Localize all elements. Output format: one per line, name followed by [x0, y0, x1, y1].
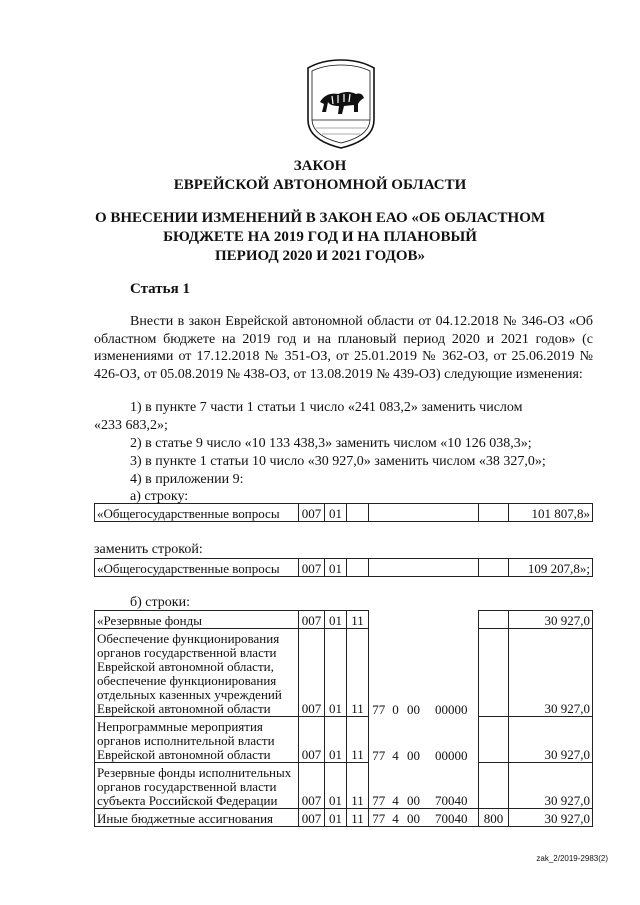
row-rz: 01	[325, 504, 347, 522]
row-gr: 007	[299, 629, 325, 717]
row-value: 30 927,0	[509, 629, 593, 717]
row-name: Обеспечение функционирования органов государственной власти Еврейской автономной области, обеспечение функционирования отдельных казенных учреждений Еврейской автономной области	[95, 629, 299, 717]
row-value: 101 807,8»	[509, 504, 593, 522]
row-cs-1: 77	[369, 763, 389, 809]
row-vr	[479, 504, 509, 522]
row-rz: 01	[325, 809, 347, 827]
row-name: Иные бюджетные ассигнования	[95, 809, 299, 827]
table-row-a-replacement	[94, 558, 593, 577]
row-rz: 01	[325, 611, 347, 629]
row-cs-3	[403, 611, 425, 629]
row-vr: 800	[479, 809, 509, 827]
row-name: Резервные фонды исполнительных органов государственной власти субъекта Российской Федерации	[95, 763, 299, 809]
article-heading: Статья 1	[130, 281, 190, 297]
row-pr: 11	[347, 809, 369, 827]
subitem-b: б) строки:	[130, 595, 190, 610]
row-cs-2: 4	[389, 809, 403, 827]
row-value: 30 927,0	[509, 717, 593, 763]
table-rows-b	[94, 610, 593, 827]
row-gr: 007	[299, 504, 325, 522]
table-row	[95, 559, 593, 577]
row-pr	[347, 504, 369, 522]
row-pr: 11	[347, 717, 369, 763]
row-cs-4	[425, 611, 479, 629]
row-cs	[369, 559, 479, 577]
item-3: 3) в пункте 1 статьи 10 число «30 927,0» заменить числом «38 327,0»;	[130, 454, 546, 469]
row-cs-1: 77	[369, 629, 389, 717]
table-row	[95, 809, 593, 827]
table-row-a	[94, 503, 593, 522]
row-gr: 007	[299, 717, 325, 763]
coat-of-arms-emblem	[302, 58, 380, 150]
row-vr	[479, 629, 509, 717]
law-title-line-2: БЮДЖЕТЕ НА 2019 ГОД И НА ПЛАНОВЫЙ	[163, 229, 477, 245]
law-label: ЗАКОН	[293, 158, 347, 174]
law-title-line-1: О ВНЕСЕНИИ ИЗМЕНЕНИЙ В ЗАКОН ЕАО «ОБ ОБЛАСТНОМ	[94, 210, 546, 226]
table-row	[95, 611, 593, 629]
row-gr: 007	[299, 559, 325, 577]
row-cs-3: 00	[407, 793, 420, 808]
row-cs-1: 77	[369, 717, 389, 763]
row-vr	[479, 611, 509, 629]
row-cs-2	[389, 611, 403, 629]
row-cs-4: 00000	[425, 717, 479, 763]
row-cs-2: 4	[392, 793, 399, 808]
row-cs-3: 00	[407, 747, 420, 763]
table-row	[95, 504, 593, 522]
row-name: Непрограммные мероприятия органов исполнительной власти Еврейской автономной области	[95, 717, 299, 763]
row-gr: 007	[299, 611, 325, 629]
row-rz: 01	[325, 559, 347, 577]
table-row	[95, 717, 593, 763]
law-title	[0, 209, 640, 266]
row-value: 30 927,0	[509, 809, 593, 827]
row-rz: 01	[325, 717, 347, 763]
region-label: ЕВРЕЙСКОЙ АВТОНОМНОЙ ОБЛАСТИ	[173, 177, 467, 193]
row-vr	[479, 763, 509, 809]
row-cs-4: 00000	[425, 629, 479, 717]
document-code: zak_2/2019-2983(2)	[536, 854, 608, 863]
row-cs-2: 4	[392, 747, 399, 763]
row-cs-4: 70040	[425, 809, 479, 827]
item-1-line-1: 1) в пункте 7 части 1 статьи 1 число «241 083,2» заменить числом	[130, 400, 523, 415]
row-pr: 11	[347, 611, 369, 629]
row-pr: 11	[347, 763, 369, 809]
table-row	[95, 763, 593, 809]
row-cs-3: 00	[407, 701, 420, 717]
row-cs-1: 77	[369, 809, 389, 827]
row-cs-2: 0	[392, 701, 399, 717]
row-cs	[369, 504, 479, 522]
row-value: 30 927,0	[509, 763, 593, 809]
item-1-line-2: «233 683,2»;	[94, 418, 168, 433]
row-cs-4: 70040	[425, 763, 479, 809]
table-row	[95, 629, 593, 717]
row-pr	[347, 559, 369, 577]
row-value: 109 207,8»;	[509, 559, 593, 577]
row-pr: 11	[347, 629, 369, 717]
row-name: «Общегосударственные вопросы	[95, 504, 299, 522]
row-value: 30 927,0	[509, 611, 593, 629]
row-name: «Резервные фонды	[95, 611, 299, 629]
row-vr	[479, 559, 509, 577]
row-vr	[479, 717, 509, 763]
row-name: «Общегосударственные вопросы	[95, 559, 299, 577]
law-title-line-3: ПЕРИОД 2020 И 2021 ГОДОВ»	[215, 248, 425, 264]
row-gr: 007	[299, 763, 325, 809]
row-rz: 01	[325, 763, 347, 809]
item-4: 4) в приложении 9:	[130, 472, 244, 487]
row-rz: 01	[325, 629, 347, 717]
row-gr: 007	[299, 809, 325, 827]
subitem-a: а) строку:	[130, 489, 189, 504]
law-heading	[0, 157, 640, 195]
intro-paragraph: Внести в закон Еврейской автономной области от 04.12.2018 № 346-ОЗ «Об областном бюджете на 2019 год и на плановый период 2020 и 2021 годов» (с изменениями от 17.12.2018 № 351-ОЗ, от 25.01.2019 № 362-ОЗ, от 25.06.2019 № 426-ОЗ, от 05.08.2019 № 438-ОЗ, от 13.08.2019 № 439-ОЗ) следующие изменения:	[94, 314, 593, 382]
item-2: 2) в статье 9 число «10 133 438,3» заменить числом «10 126 038,3»;	[130, 436, 532, 451]
row-cs-3: 00	[403, 809, 425, 827]
row-cs-1	[369, 611, 389, 629]
replace-label: заменить строкой:	[94, 542, 203, 557]
